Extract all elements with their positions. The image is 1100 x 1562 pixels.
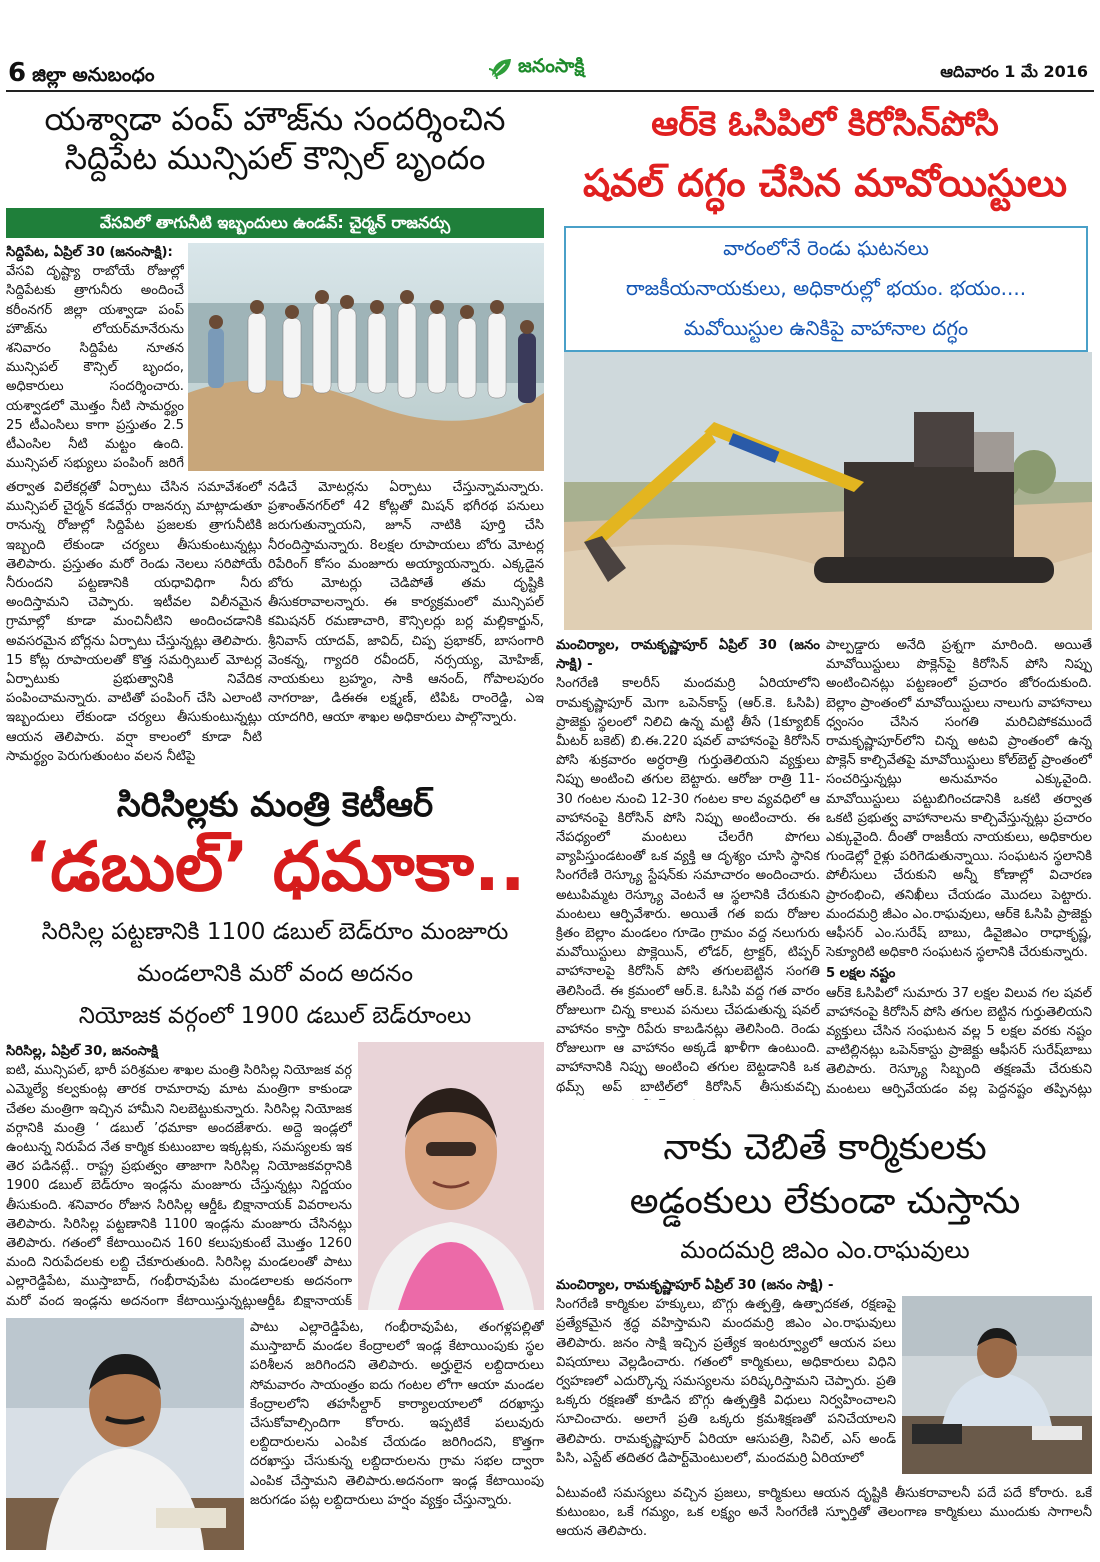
story3-headline-line1: ఆర్‌కె ఓసిపిలో కిరోసిన్‌పోసి — [651, 104, 999, 144]
story2-column-a — [6, 1042, 352, 1310]
story3-highlight-box — [564, 226, 1088, 352]
story2-column-b: పాటు ఎల్లారెడ్డిపేట, గంభీరావుపేట, తంగళ్లపల్లితో ముస్తాబాద్ మండల కేంద్రాలలో ఇండ్ల కేటాయింపుకు స్థల పరిశీలన జరిగిందని తెలిపారు. అర్హులైన లబ్దిదారులు సోమవారం సాయంత్రం ఐదు గంటల లోగా ఆయా మండల కేంద్రాలలోని తహసీల్దార్ కార్యాలయాలలో దరఖాస్తు చేసుకోవాల్సిందిగా కోరారు. ఇప్పటికే పలువురు లబ్దిదారులను ఎంపిక చేయడం జరిగిందని, కొత్తగా దరఖాస్తు చేసుకున్న లబ్దిదారులను గ్రామ సభల ద్వారా ఎంపిక చేస్తామని తెలిపారు.అదనంగా ఇండ్ల కేటాయింపు జరుగడం పట్ల లబ్దిదారులు హర్షం వ్యక్తం చేస్తున్నారు. — [250, 1320, 544, 1508]
story4-headline-line2: అడ్డంకులు లేకుండా చుస్తాను — [629, 1181, 1021, 1222]
minister-portrait — [358, 1042, 544, 1310]
story1-lead-text: వేసవి దృష్ట్యా రాబోయే రోజుల్లో సిద్దిపేటకు త్రాగునీరు అందించే కరీంనగర్ జిల్లా యశ్వాడా పంప్ హౌజ్‌ను లోయర్‌మానేరును శనివారం సిద్దిపేట నూతన మున్సిపల్ కౌన్సిల్ బృందం, అధికారులు సందర్శించారు. యశ్వాడలో మొత్తం నీటి సామర్థ్యం 25 టీఎంసిలు కాగా ప్రస్తుతం 2.5 టీఎంసిల నీటి మట్టం ఉంది. మున్సిపల్ సభ్యులు పంపింగ్ జరిగే — [6, 264, 184, 472]
pump-house-group-photo — [188, 243, 544, 471]
story1-dateline: సిద్దిపేట, ఏప్రిల్ 30 (జనంసాక్షి): — [6, 245, 173, 260]
burnt-shovel-image — [564, 352, 1092, 630]
story4-headline-line1: నాకు చెబితే కార్మికులకు — [663, 1127, 987, 1168]
rdo-photo — [6, 1318, 244, 1550]
story1-headline — [6, 100, 544, 178]
story3-box-line3: మవోయిస్టుల ఉనికిపై వాహానాల దగ్ధం — [683, 316, 969, 340]
story1-lead — [6, 243, 184, 475]
story3-column-b-text: పాల్పడ్డారు అనేది ప్రశ్నగా మారింది. అయితే మావోయిస్టులు పొక్లెన్‌పై కిరోసిన్ పోసి నిప్పు అంటించినట్లు పట్టణంలో ప్రచారం జోరందుకుంది. బెల్లాం ప్రాంతంలో మావోయిస్టులు నాలుగు వాహానాలు ధ్వంసం చేసిన సంగతి మరిచిపోకముందే రామకృష్ణాపూర్‌లోని చిన్న అటవి ప్రాంతంలో ఉన్న పొక్లెన్ కాల్చివేతపై మావోయిస్టులు కోల్‌బెల్ట్ ప్రాంతంలో సంచరిస్తున్నట్లు అనుమానం ఎక్కువైంది. మావోయిస్టులు పట్టుబిగించడానికి ఒకటి తర్వాత ఒకటి ప్రభుత్వ వాహానాలను కాల్చివేస్తున్నట్లు ప్రచారం ఎక్కువైంది. దీంతో రాజకీయ నాయకులు, అధికారుల గుండెల్లో రైళ్లు పరిగెడుతున్నాయి. సంఘటన స్థలానికి పోలీసులు చేరుకుని అన్నీ కోణాల్లో విచారణ ప్రారంభించి, తనిఖీలు చేయడం మొదలు పెట్టారు. మందమర్రి జీఎం ఎం.రాఘవులు, ఆర్‌కె ఓసిపి ప్రాజెక్టు ఆఫీసర్ ఎం.సురేష్ బాబు, డివైజిఎం రాధాకృష్ణ, సెక్యూరిటి అధికారి సంఘటన స్థలానికి చేరుకున్నారు. — [826, 638, 1092, 961]
page-number: 6 — [8, 58, 27, 88]
story4-body-a-text: సింగరేణి కార్మికుల హక్కులు, బొగ్గు ఉత్పత్తి, ఉత్పాదకత, రక్షణపై ప్రత్యేకమైన శ్రద్ధ వహిస్తామని మందమర్రి జిఎం ఎం.రాఘవులు తెలిపారు. జనం సాక్షి ఇచ్చిన ప్రత్యేక ఇంటర్వ్యూలో ఆయన పలు విషయాలు వెల్లడించారు. గతంలో కార్మికులు, అధికారులు విధిని ర్వహణలో ఎదుర్కొన్న సమస్యలను పరిష్కరిస్తామని చెప్పారు. ప్రతి ఒక్కరు రక్షణతో కూడిన బొగ్గు ఉత్పత్తికి విధులు నిర్వహించాలని సూచించారు. అలాగే ప్రతి ఒక్కరు క్రమశిక్షణతో పనిచేయాలని తెలిపారు. రామకృష్ణాపూర్ ఏరియా ఆసుపత్రి, సివిల్, ఎస్ అండ్ పిసి, ఎస్టేట్ తదితర డిపార్ట్‌మెంటులలో, మందమర్రి ఏరియాలో — [556, 1297, 896, 1466]
story4-body-a — [556, 1276, 896, 1480]
story2-headline: ‘డబుల్’ ధమాకా.. — [24, 828, 526, 907]
issue-date: ఆదివారం 1 మే 2016 — [940, 62, 1088, 81]
gm-office-image — [902, 1296, 1092, 1474]
story4-byline: మందమర్రి జిఎం ఎం.రాఘవులు — [680, 1236, 970, 1264]
leaf-icon — [488, 55, 514, 81]
story3-box-line1: వారంలోనే రెండు ఘటనలు — [723, 236, 929, 260]
story4-dateline: మంచిర్యాల, రామకృష్ణాపూర్ ఏప్రిల్ 30 (జనం సాక్షి) - — [556, 1278, 834, 1293]
logo-text: జనంసాక్షి — [518, 54, 585, 77]
story1-photo — [188, 243, 544, 471]
story3-photo — [564, 352, 1092, 630]
story3-loss-text: ఆర్‌కె ఓసిపిలో సుమారు 37 లక్షల విలువ గల షవల్ వాహానంపై కిరోసిన్ పోసి తగుల బెట్టిన గుర్తుతెలియని వ్యక్తులు చేసిన సంఘటన వల్ల 5 లక్షల వరకు నష్టం వాటిల్లినట్లు ఒపెన్‌కాస్టు ప్రాజెక్టు ఆఫీసర్ సురేష్‌బాబు తెలిపారు. రెస్క్యూ సిబ్బంది తక్షణమే చేరుకుని మంటలు ఆర్పివేయడం వల్ల పెద్దనష్టం తప్పినట్లు — [826, 985, 1092, 1097]
story1-headline-line1: యశ్వాడా పంప్ హౌజ్‌ను సందర్శించిన — [44, 100, 506, 138]
masthead — [0, 0, 1100, 92]
story2-column-a-text: ఐటి, మున్సిపల్, భారీ పరిశ్రమల శాఖల మంత్రి సిరిసిల్ల నియోజక వర్గ ఎమ్మెల్యే కల్వకుంట్ల తారక రామారావు మాట మంత్రిగా కాకుండా చేతల మంత్రిగా ఇచ్చిన హామీని నిలబెట్టుకున్నారు. సిరిసిల్ల నియోజక వర్గానికి మంత్రి ‘ డబుల్ ’ధమాకా అందజేశారు. అద్దె ఇండ్లలో ఉంటున్న నిరుపేద నేత కార్మిక కుటుంబాల ఇక్కట్లకు, సమస్యలకు ఇక తెర పడినట్లే.. రాష్ట్ర ప్రభుత్వం తాజాగా సిరిసిల్ల నియోజకవర్గానికి 1900 డబుల్ బెడ్‌రూం ఇండ్లను మంజూరు చేస్తున్నట్లు నిర్ణయం తీసుకుంది. శనివారం రోజున సిరిసిల్ల ఆర్డీఓ బిక్షానాయక్ వివరాలను తెలిపారు. సిరిసిల్ల పట్టణానికి 1100 ఇండ్లను మంజూరు చేసినట్లు తెలిపారు. గతంలో కేటాయించిన 160 కలుపుకుంటే మొత్తం 1260 మంది నిరుపేదలకు లబ్ది చేకూరుతుంది. సిరిసిల్ల మండలంతో పాటు ఎల్లారెడ్డిపేట, ముస్తాబాద్, గంభీరావుపేట మండలాలకు అదనంగా మరో వంద ఇండ్లను అదనంగా కేటాయిస్తున్నట్లుఆర్డీఓ బిక్షానాయక్ — [6, 1063, 352, 1309]
story3-column-a-text: సింగరేణి కాలరీస్ మందమర్రి ఏరియాలోని రామకృష్ణాపూర్ మెగా ఒపెన్‌కాస్ట్ (ఆర్.కె. ఓసిపి) ప్రాజెక్టు స్థలంలో నిలిచి ఉన్న మట్టి తీసే (1క్యూబిక్ మీటర్ బకెట్) బి.ఈ.220 షవల్ వాహానంపై కిరోసిన్ పోసి శుక్రవారం అర్ధరాత్రి గుర్తుతెలియని వ్యక్తులు నిప్పు అంటించి తగుల బెట్టారు. ఆరోజు రాత్రి 11-30 గంటల నుంచి 12-30 గంటల కాల వ్యవధిలో ఆ వాహానంపై కిరోసిన్ పోసి నిప్పు అంటించారు. ఈ నేపధ్యంలో మంటలు చేలరేగి పొగలు వ్యాపిస్తుండటంతో ఒక వ్యక్తి ఆ దృశ్యం చూసి స్థానిక సింగరేణి రెస్క్యూ స్టేషన్‌కు సమాచారం అందించారు. అటుపిమ్మట రెస్క్యూ వెంటనే ఆ స్థలానికి చేరుకుని మంటలు ఆర్పివేశారు. అయితే గత ఐదు రోజుల క్రితం బెల్లాం మండలం గూడెం గ్రామం వద్ద నలుగురు మవోయిస్టులు పొక్లెయిన్, లోడర్, ట్రాక్టర్, టిప్పర్ వాహానాలపై కిరోసిన్ పోసి తగులబెట్టిన సంగతి తెలిసిందే. ఈ క్రమంలో ఆర్.కె. ఓసిపి వద్ద గత వారం రోజులుగా చిన్న కాలువ పనులు చేపడుతున్న షవల్ వాహానం కాస్తా రిపేరు కాబడినట్లు తెలిసింది. రెండు రోజులుగా ఆ వాహానం అక్కడే ఖాళీగా ఉంటుంది. వాహానానికి నిప్పు అంటించి తగుల బెట్టడానికి ఒక థమ్స్ అప్ బాటిల్‌లో కిరోసిన్ తీసుకువచ్చి — [556, 676, 820, 1095]
story4-body-b: ఏటువంటి సమస్యలు వచ్చిన ప్రజలు, కార్మికులు ఆయన దృష్టికి తీసుకరావాలనీ పదే పదే కోరారు. ఒకే కుటుంబం, ఒకే గమ్యం, ఒక లక్ష్యం అనే సింగరేణి స్ఫూర్తితో తెలంగాణ కార్మికులు ముందుకు సాగాలనీ ఆయన తెలిపారు. — [556, 1486, 1092, 1540]
story2-sub1: సిరిసిల్ల పట్టణానికి 1100 డబుల్ బెడ్‌రూం మంజూరు — [41, 919, 509, 945]
rdo-office-image — [6, 1318, 244, 1550]
story2-sub3: నియోజక వర్గంలో 1900 డబుల్ బెడ్‌రూంలు — [78, 1003, 472, 1029]
page-section — [8, 58, 155, 91]
story1-column2: నడిచే మోటర్లను ఏర్పాటు చేస్తున్నామన్నారు. ప్రశాంత్‌నగర్‌లో 42 కోట్లతో మిషన్ భగీరథ పనులు జరుగుతున్నాయని, జూన్ నాటికి పూర్తి చేసి నీరందిస్తామన్నారు. 8లక్షల రూపాయలు బోరు మోటర్ల రిపేరింగ్ కోసం మంజూరు అయ్యాయన్నారు. ఎక్కడైన బోరు మోటర్లు చెడిపోతే తమ దృష్టికి తీసుకరావాలన్నారు. ఈ కార్యక్రమంలో మున్సిపల్ కమిషనర్ రమణాచారి, కౌన్సిలర్లు బర్ల మల్లికార్జున్, శ్రీనివాస్ యాదవ్, జావిద్, చిప్ప ప్రభాకర్, బాసంగారి వెంకన్న, గ్యాదరి రవీందర్, నర్సయ్య, మోహిజ్, నాయకులు బ్రహ్మం, సాకి ఆనంద్, గోపాలపురం నాగరాజు, డిఈఈ లక్ష్మణ్, టిపిఓ రాంరెడ్డి, ఎఇ యాదగిరి, ఆయా శాఖల అధికారులు పాల్గొన్నారు. — [268, 480, 544, 726]
story3-box-line2: రాజకీయనాయకులు, అధికారుల్లో భయం. భయం.... — [625, 276, 1027, 300]
story3-headline-line2: షవల్ దగ్ధం చేసిన మావోయిస్టులు — [582, 161, 1068, 205]
section-name: జిల్లా అనుబంధం — [32, 64, 155, 86]
story3-column-a — [556, 636, 820, 1100]
story1-column1: తర్వాత విలేకర్లతో ఏర్పాటు చేసిన సమావేశంలో మున్సిపల్ చైర్మన్ కడవేర్గు రాజనర్సు మాట్లాడుతూ రానున్న రోజుల్లో సిద్దిపేట ప్రజలకు త్రాగునీటికి ఇబ్బంది లేకుండా చర్యలు తీసుకుంటున్నట్లు తెలిపారు. ప్రస్తుతం మరో రెండు నెలలు సరిపోయే నీరుందని పట్టణానికి యధావిధిగా నీరు అందిస్తామని చెప్పారు. ఇటీవల విలీనమైన గ్రామాల్లో కూడా మంచినీటిని అందించడానికి అవసరమైన బోర్లను ఏర్పాటు చేస్తున్నట్లు తెలిపారు. 15 కోట్ల రూపాయలతో కొత్త సమర్సిబుల్ మోటర్ల ఏర్పాటుకు ప్రభుత్వానికి నివేదిక పంపించామన్నారు. వాటితో పంపింగ్ చేసి ఎలాంటి ఇబ్బందులు లేకుండా చర్యలు తీసుకుంటున్నట్లు ఆయన తెలిపారు. వర్షా కాలంలో కూడా నీటి సామర్థ్యం పెరుగుతుంటం వలన నీటిపై — [6, 480, 262, 764]
story1-headline-line2: సిద్దిపేట మున్సిపల్ కౌన్సిల్ బృందం — [64, 139, 486, 178]
story2-kicker: సిరిసిల్లకు మంత్రి కెటీఆర్ — [116, 785, 434, 825]
gm-photo — [902, 1296, 1092, 1474]
newspaper-logo — [488, 52, 608, 84]
minister-portrait-image — [358, 1042, 544, 1310]
story3-column-b — [826, 636, 1092, 1100]
story2-dateline: సిరిసిల్ల, ఏప్రిల్ 30, జనంసాక్షి — [6, 1044, 158, 1059]
story3-dateline: మంచిర్యాల, రామకృష్ణాపూర్ ఏప్రిల్ 30 (జనం సాక్షి) - — [556, 638, 820, 673]
story1-subhead: వేసవిలో తాగునీటి ఇబ్బందులు ఉండవ్: చైర్మన్ రాజనర్సు — [6, 208, 544, 238]
story3-loss-subhead: 5 లక్షల నష్టం — [826, 966, 896, 982]
story2-sub2: మండలానికి మరో వంద అదనం — [137, 961, 413, 987]
masthead-rule — [6, 90, 1094, 92]
